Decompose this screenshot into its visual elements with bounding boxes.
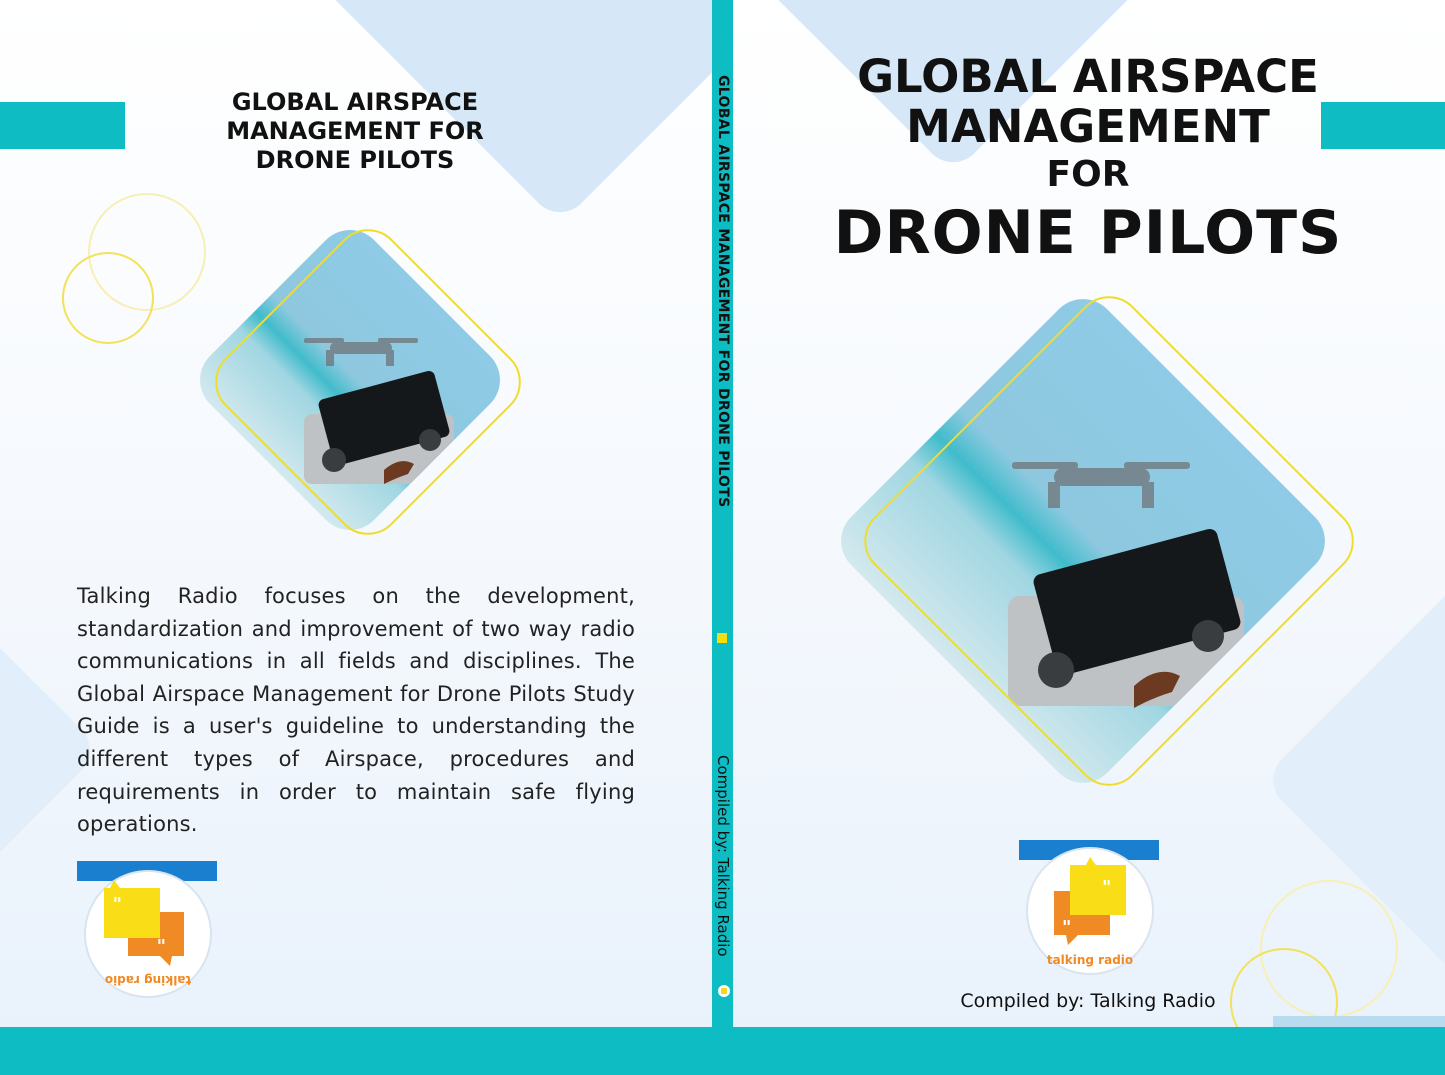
cover-photo-outline (850, 282, 1368, 800)
svg-text:": " (1102, 877, 1112, 898)
teal-bottom-band (0, 1027, 712, 1075)
spine-compiled-by: Compiled by: Talking Radio (714, 755, 732, 957)
spine-title: GLOBAL AIRSPACE MANAGEMENT FOR DRONE PILOTS (715, 75, 731, 508)
teal-bottom-band (733, 1027, 1445, 1075)
front-title-line4: DRONE PILOTS (833, 198, 1343, 268)
svg-text:": " (1062, 917, 1072, 938)
cover-photo (180, 210, 520, 550)
cover-photo (818, 280, 1358, 810)
front-title-line1: GLOBAL AIRSPACE (857, 50, 1319, 103)
back-cover (0, 0, 712, 1075)
cover-photo-outline (201, 215, 535, 549)
teal-accent-bar (0, 102, 125, 149)
back-title: GLOBAL AIRSPACE MANAGEMENT FOR DRONE PILOTS (226, 88, 484, 174)
quote-bubble-icon (1054, 857, 1126, 945)
front-title (828, 52, 1348, 268)
front-title-line2: MANAGEMENT (906, 100, 1270, 153)
front-compiled-by: Compiled by: Talking Radio (960, 990, 1216, 1012)
quote-bubble-icon (104, 880, 184, 966)
svg-text:": " (156, 936, 166, 957)
svg-text:": " (112, 894, 122, 915)
talking-radio-logo (84, 870, 212, 998)
front-title-line3: FOR (1046, 154, 1130, 195)
logo-text-mirrored: talking radio (104, 973, 192, 987)
front-cover (733, 0, 1445, 1075)
spine-yellow-square (717, 633, 727, 643)
back-blurb: Talking Radio focuses on the development, standardization and improvement of two way radio communications in all fields and disciplines. The Global Airspace Management for Drone Pilots Study Guide is a user's guideline to understanding the different types of Airspace, procedures and requirements in order to maintain safe flying operations. (77, 584, 635, 837)
decorative-ring (62, 252, 154, 344)
spine-logo-icon (718, 985, 730, 997)
talking-radio-logo (1026, 847, 1154, 975)
logo-text: talking radio (1046, 953, 1134, 967)
